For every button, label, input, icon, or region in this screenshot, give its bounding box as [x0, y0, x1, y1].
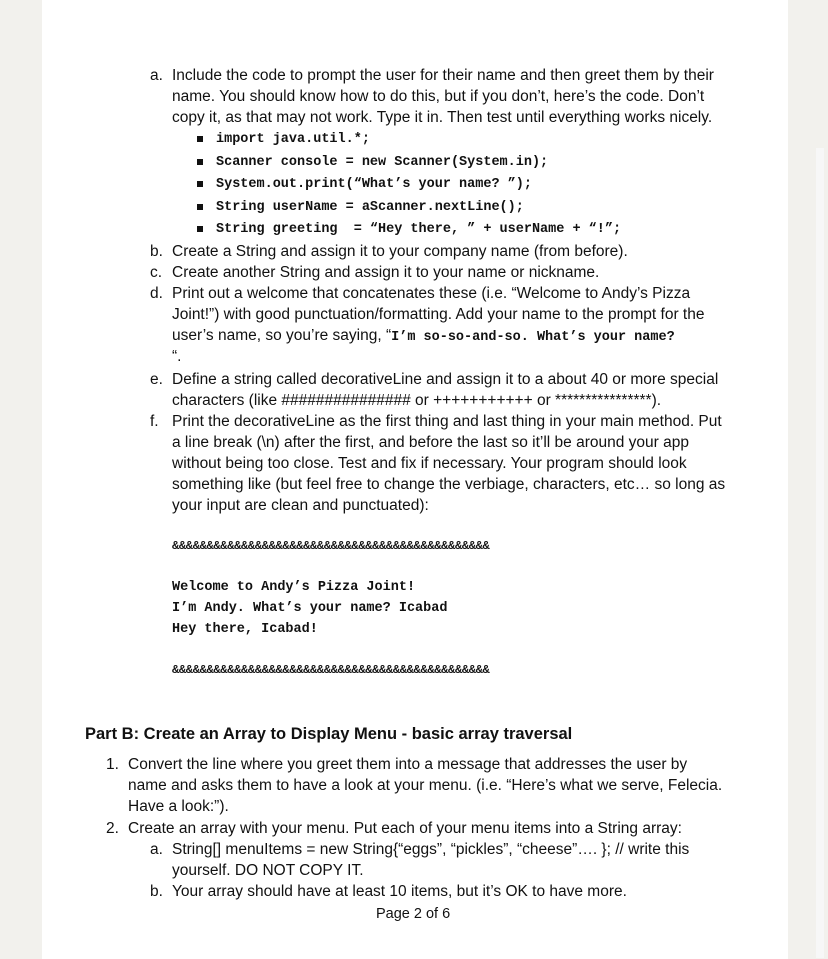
item-d-line-3-text: user’s name, so you’re saying, “ [172, 327, 392, 344]
part-b-subitem-b-marker: b. [150, 883, 163, 900]
sample-decorative-line-top: &&&&&&&&&&&&&&&&&&&&&&&&&&&&&&&&&&&&&&&&&&&&&& [172, 539, 490, 553]
item-d-line-3 [172, 325, 675, 348]
square-bullet-icon [197, 136, 203, 142]
item-b-marker: b. [150, 243, 163, 260]
item-d-marker: d. [150, 285, 163, 302]
square-bullet-icon [197, 181, 203, 187]
code-scanner-line: Scanner console = new Scanner(System.in); [216, 155, 549, 170]
code-username-line: String userName = aScanner.nextLine(); [216, 200, 524, 215]
item-a-line-1: Include the code to prompt the user for their name and then greet them by their [172, 67, 714, 84]
item-c-marker: c. [150, 264, 163, 281]
code-import-line: import java.util.*; [216, 132, 370, 147]
part-b-item-1-line-2: name and asks them to have a look at your menu. (i.e. “Here’s what we serve, Felecia. [128, 777, 723, 794]
part-b-subitem-a-marker: a. [150, 841, 163, 858]
part-b-item-1-line-3: Have a look:”). [128, 798, 229, 815]
item-e-line-2: characters (like ############### or +++++++++++ or ****************). [172, 392, 662, 409]
item-e-line-1: Define a string called decorativeLine and assign it to a about 40 or more special [172, 371, 719, 388]
item-d-line-1: Print out a welcome that concatenates these (i.e. “Welcome to Andy’s Pizza [172, 285, 691, 302]
square-bullet-icon [197, 159, 203, 165]
item-d-line-3-code: I’m so-so-and-so. What’s your name? [391, 330, 675, 345]
code-greeting-line: String greeting = “Hey there, ” + userName + “!”; [216, 222, 622, 237]
item-b-line-1: Create a String and assign it to your company name (from before). [172, 243, 628, 260]
item-d-line-2: Joint!”) with good punctuation/formatting. Add your name to the prompt for the [172, 306, 705, 323]
sample-welcome-line: Welcome to Andy’s Pizza Joint! [172, 580, 416, 595]
item-f-line-2: a line break (\n) after the first, and before the last so it’ll be around your app [172, 434, 689, 451]
item-f-line-5: your input are clean and punctuated): [172, 497, 429, 514]
item-a-line-2: name. You should know how to do this, but if you don’t, here’s the code. Don’t [172, 88, 705, 105]
code-print-line: System.out.print(“What’s your name? ”); [216, 177, 532, 192]
item-a-marker: a. [150, 67, 163, 84]
page-number-footer: Page 2 of 6 [376, 906, 451, 922]
item-f-line-1: Print the decorativeLine as the first thing and last thing in your main method. Put [172, 413, 722, 430]
item-f-line-4: something like (but feel free to change the verbiage, characters, etc… so long as [172, 476, 726, 493]
square-bullet-icon [197, 204, 203, 210]
item-e-marker: e. [150, 371, 163, 388]
part-b-heading: Part B: Create an Array to Display Menu - basic array traversal [85, 725, 573, 743]
part-b-item-2-marker: 2. [106, 820, 119, 837]
item-c-line-1: Create another String and assign it to your name or nickname. [172, 264, 600, 281]
sample-prompt-line: I’m Andy. What’s your name? Icabad [172, 601, 448, 616]
item-a-line-3: copy it, as that may not work. Type it in. Then test until everything works nicely. [172, 109, 713, 126]
sample-greeting-line: Hey there, Icabad! [172, 622, 318, 637]
scrollbar-track[interactable] [816, 148, 824, 958]
part-b-item-1-line-1: Convert the line where you greet them into a message that addresses the user by [128, 756, 688, 773]
part-b-subitem-a-line-1: String[] menuItems = new String{“eggs”, “pickles”, “cheese”…. }; // write this [172, 841, 690, 858]
item-f-marker: f. [150, 413, 159, 430]
item-f-line-3: without being too close. Test and fix if necessary. Your program should look [172, 455, 687, 472]
sample-decorative-line-bottom: &&&&&&&&&&&&&&&&&&&&&&&&&&&&&&&&&&&&&&&&&&&&&& [172, 663, 490, 677]
part-b-subitem-a-line-2: yourself. DO NOT COPY IT. [172, 862, 364, 879]
part-b-subitem-b-line-1: Your array should have at least 10 items, but it’s OK to have more. [172, 883, 627, 900]
item-d-trailing: “. [172, 348, 182, 365]
part-b-item-2-line-1: Create an array with your menu. Put each of your menu items into a String array: [128, 820, 682, 837]
part-b-item-1-marker: 1. [106, 756, 119, 773]
square-bullet-icon [197, 226, 203, 232]
